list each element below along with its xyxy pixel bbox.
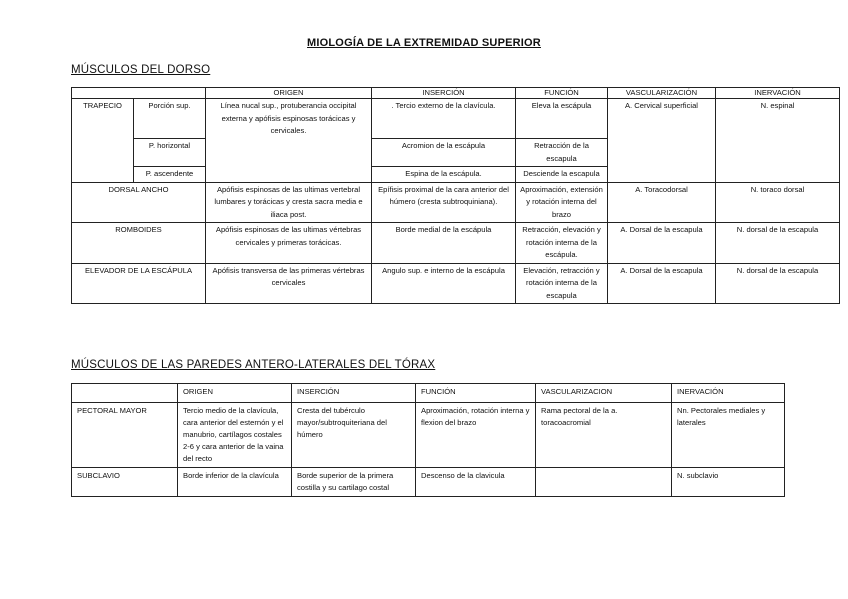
header-cell-insercion: INSERCIÓN xyxy=(292,384,416,403)
muscle-name-cell: ROMBOIDES xyxy=(72,223,206,264)
origen-cell: Apófisis espinosas de las ultimas vertebral lumbares y torácicas y cresta sacra media e iliaca post. xyxy=(206,182,372,223)
origen-cell: Tercio medio de la clavícula, cara anterior del esternón y el manubrio, cartílagos costales 2-6 y cara anterior de la vaina del recto xyxy=(178,403,292,468)
section-heading-torax: MÚSCULOS DE LAS PAREDES ANTERO-LATERALES DEL TÓRAX xyxy=(71,359,436,371)
vascularizacion-cell: Rama pectoral de la a. toracoacromial xyxy=(536,403,672,468)
funcion-cell: Aproximación, rotación interna y flexion del brazo xyxy=(416,403,536,468)
vascularizacion-cell xyxy=(536,468,672,497)
muscle-name-cell: SUBCLAVIO xyxy=(72,468,178,497)
funcion-cell: Elevación, retracción y rotación interna de la escapula xyxy=(516,263,608,304)
page-title: MIOLOGÍA DE LA EXTREMIDAD SUPERIOR xyxy=(307,37,541,49)
vascularizacion-cell: A. Cervical superficial xyxy=(608,99,716,139)
header-cell-origen: ORIGEN xyxy=(206,88,372,99)
vascularizacion-cell: A. Toracodorsal xyxy=(608,182,716,223)
inervacion-cell-empty xyxy=(716,139,840,167)
vascularizacion-cell-empty xyxy=(608,139,716,167)
funcion-cell: Retracción, elevación y rotación interna de la escápula. xyxy=(516,223,608,264)
inervacion-cell: N. espinal xyxy=(716,99,840,139)
table-dorso xyxy=(71,87,840,304)
muscle-name-cell: PECTORAL MAYOR xyxy=(72,403,178,468)
insercion-cell: Angulo sup. e interno de la escápula xyxy=(372,263,516,304)
table-row-trapecio-ascendente xyxy=(72,167,840,183)
funcion-cell: Descenso de la clavicula xyxy=(416,468,536,497)
origen-cell: Apófisis transversa de las primeras vértebras cervicales xyxy=(206,263,372,304)
muscle-name-cell: TRAPECIO xyxy=(72,99,134,183)
insercion-cell: Epífisis proximal de la cara anterior del húmero (cresta subtroquiniana). xyxy=(372,182,516,223)
vascularizacion-cell-empty xyxy=(608,167,716,183)
header-cell-funcion: FUNCIÓN xyxy=(516,88,608,99)
funcion-cell: Desciende la escapula xyxy=(516,167,608,183)
inervacion-cell: N. toraco dorsal xyxy=(716,182,840,223)
header-cell-vascularizacion: VASCULARIZACION xyxy=(536,384,672,403)
header-cell-empty xyxy=(72,384,178,403)
table-torax xyxy=(71,383,785,497)
header-cell-inervacion: INERVACIÓN xyxy=(672,384,785,403)
table-row-romboides xyxy=(72,223,840,264)
origen-cell-empty xyxy=(206,139,372,167)
inervacion-cell: N. dorsal de la escapula xyxy=(716,263,840,304)
table-header-row xyxy=(72,384,785,403)
vascularizacion-cell: A. Dorsal de la escapula xyxy=(608,223,716,264)
table-row-pectoral-mayor xyxy=(72,403,785,468)
portion-cell: P. horizontal xyxy=(134,139,206,167)
table-row-trapecio xyxy=(72,99,840,139)
muscle-name-cell: ELEVADOR DE LA ESCÁPULA xyxy=(72,263,206,304)
table-row-dorsal-ancho xyxy=(72,182,840,223)
header-cell-insercion: INSERCIÓN xyxy=(372,88,516,99)
inervacion-cell-empty xyxy=(716,167,840,183)
inervacion-cell: N. subclavio xyxy=(672,468,785,497)
origen-cell: Línea nucal sup., protuberancia occipital externa y apófisis espinosas torácicas y cervicales. xyxy=(206,99,372,139)
insercion-cell: . Tercio externo de la clavícula. xyxy=(372,99,516,139)
origen-cell: Apófisis espinosas de las ultimas vértebras cervicales y primeras torácicas. xyxy=(206,223,372,264)
header-cell-funcion: FUNCIÓN xyxy=(416,384,536,403)
portion-cell: Porción sup. xyxy=(134,99,206,139)
insercion-cell: Acromion de la escápula xyxy=(372,139,516,167)
table-row-subclavio xyxy=(72,468,785,497)
insercion-cell: Cresta del tubérculo mayor/subtroquiteriana del húmero xyxy=(292,403,416,468)
portion-cell: P. ascendente xyxy=(134,167,206,183)
origen-cell: Borde inferior de la clavícula xyxy=(178,468,292,497)
header-cell-origen: ORIGEN xyxy=(178,384,292,403)
insercion-cell: Espina de la escápula. xyxy=(372,167,516,183)
table-row-trapecio-horizontal xyxy=(72,139,840,167)
muscle-name-cell: DORSAL ANCHO xyxy=(72,182,206,223)
origen-cell-empty xyxy=(206,167,372,183)
funcion-cell: Retracción de la escapula xyxy=(516,139,608,167)
insercion-cell: Borde superior de la primera costilla y su cartilago costal xyxy=(292,468,416,497)
header-cell-empty xyxy=(72,88,206,99)
funcion-cell: Aproximación, extensión y rotación interna del brazo xyxy=(516,182,608,223)
header-cell-vascularizacion: VASCULARIZACIÓN xyxy=(608,88,716,99)
inervacion-cell: N. dorsal de la escapula xyxy=(716,223,840,264)
section-heading-dorso: MÚSCULOS DEL DORSO xyxy=(71,64,211,76)
vascularizacion-cell: A. Dorsal de la escapula xyxy=(608,263,716,304)
table-row-elevador xyxy=(72,263,840,304)
funcion-cell: Eleva la escápula xyxy=(516,99,608,139)
table-header-row xyxy=(72,88,840,99)
insercion-cell: Borde medial de la escápula xyxy=(372,223,516,264)
header-cell-inervacion: INERVACIÓN xyxy=(716,88,840,99)
inervacion-cell: Nn. Pectorales mediales y laterales xyxy=(672,403,785,468)
